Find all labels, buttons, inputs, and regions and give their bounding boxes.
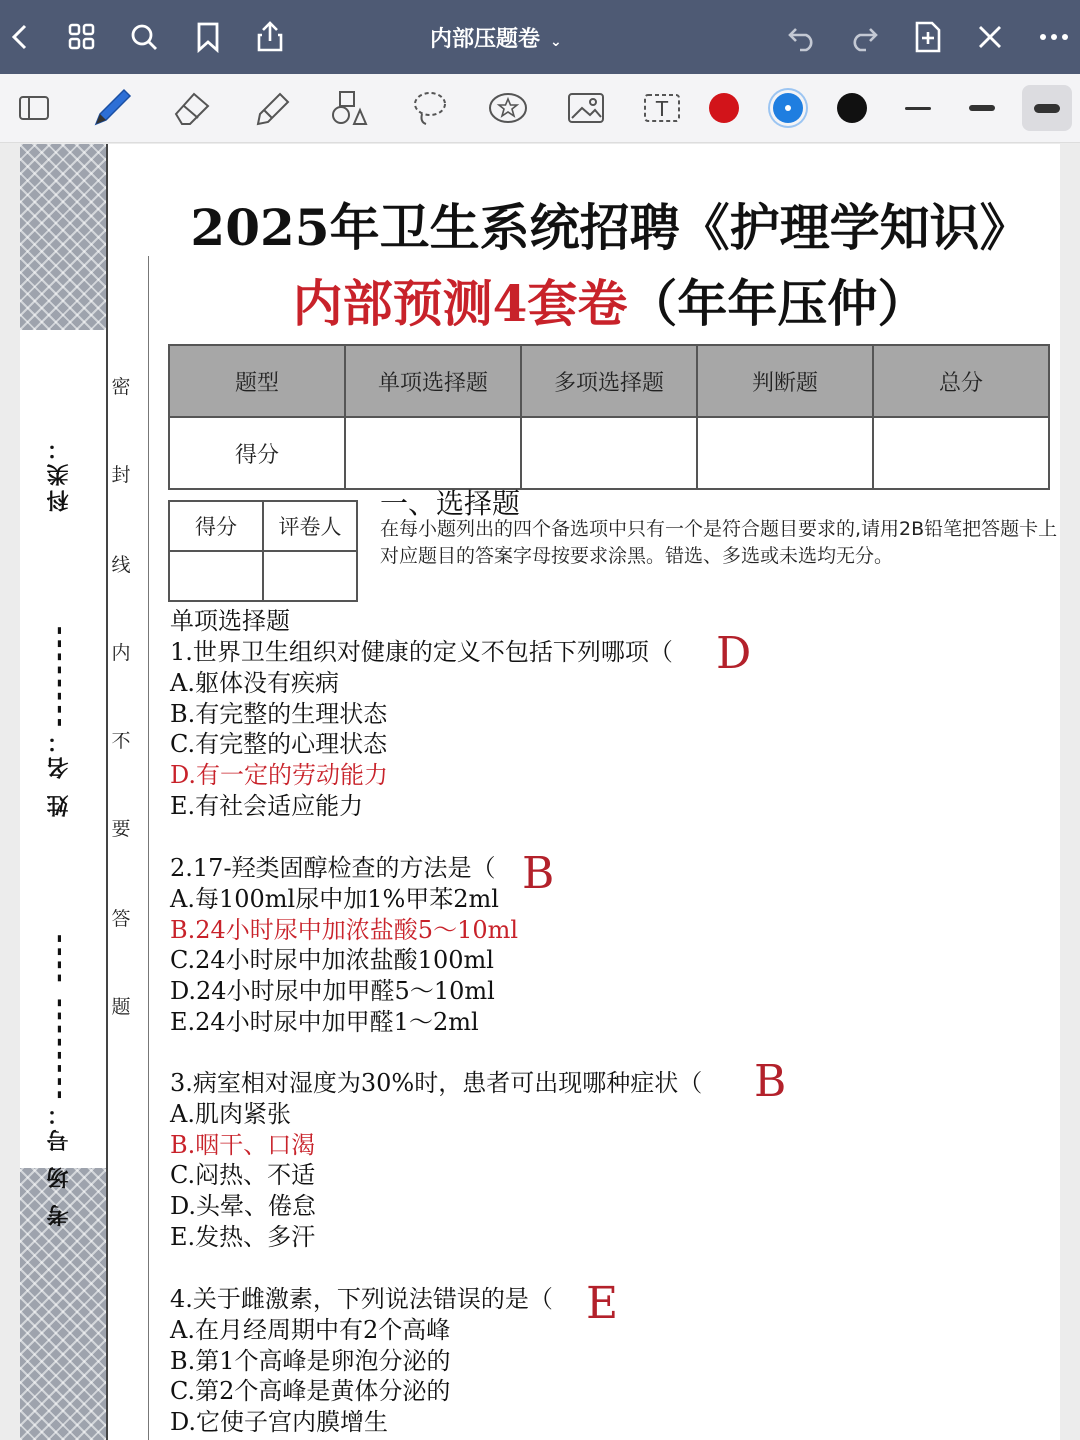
- option: B.有完整的生理状态: [170, 699, 388, 728]
- grader-header: 得分: [169, 501, 263, 551]
- color-blue-swatch[interactable]: [766, 88, 810, 128]
- handwritten-answer: D: [716, 628, 752, 679]
- section-description: 在每小题列出的四个备选项中只有一个是符合题目要求的,请用2B铅笔把答题卡上对应题目的答案字母按要求涂黑。错选、多选或未选均无分。: [380, 518, 1058, 567]
- option-correct: D.有一定的劳动能力: [170, 761, 389, 790]
- color-black-dot: [837, 93, 867, 123]
- option: C.闷热、不适: [170, 1161, 316, 1190]
- option: A.在月经周期中有2个高峰: [170, 1315, 451, 1344]
- color-blue-dot: [773, 93, 803, 123]
- question-3: [170, 1068, 702, 1253]
- page-subtitle: [160, 264, 1060, 336]
- document-title-text: 内部压题卷: [430, 27, 541, 52]
- chevron-down-icon: ⌄: [550, 34, 562, 50]
- search-icon[interactable]: [126, 19, 162, 55]
- score-header: 多项选择题: [521, 345, 697, 417]
- stroke-medium[interactable]: [960, 88, 1004, 128]
- stroke-thin-line: [905, 107, 931, 110]
- score-row-label: 得分: [169, 417, 345, 489]
- score-cell: [697, 417, 873, 489]
- score-header: 判断题: [697, 345, 873, 417]
- seal-char: 密: [111, 376, 131, 398]
- grader-header: 评卷人: [263, 501, 357, 551]
- score-table: [168, 344, 1050, 490]
- drawing-toolbar: [0, 74, 1080, 143]
- bookmark-icon[interactable]: [190, 19, 226, 55]
- seal-char: 封: [111, 464, 131, 486]
- close-icon[interactable]: [972, 19, 1008, 55]
- subsection-text: 单项选择题: [170, 607, 290, 635]
- handwritten-answer: B: [754, 1056, 787, 1107]
- color-red-dot: [709, 93, 739, 123]
- option: E.24小时尿中加甲醛1～2ml: [170, 1007, 479, 1036]
- eraser-icon[interactable]: [170, 88, 214, 128]
- question-4: [170, 1284, 553, 1438]
- top-app-bar: [0, 0, 1080, 74]
- sticker-icon[interactable]: [486, 88, 530, 128]
- exam-room-label: 考 场 号：-------- ----: [47, 930, 72, 1227]
- stroke-thin[interactable]: [896, 88, 940, 128]
- page-title: 2025年卫生系统招聘《护理学知识》: [190, 198, 1030, 257]
- color-black-swatch[interactable]: [830, 88, 874, 128]
- stroke-thick[interactable]: [1022, 85, 1072, 131]
- document-title[interactable]: [430, 22, 650, 53]
- exam-paper-page[interactable]: [20, 144, 1060, 1440]
- question-stem: 4.关于雌激素，下列说法错误的是（: [170, 1285, 553, 1313]
- pen-icon[interactable]: [90, 88, 134, 128]
- question-1: [170, 637, 673, 822]
- option: C.第2个高峰是黄体分泌的: [170, 1377, 451, 1406]
- option: C.有完整的心理状态: [170, 730, 388, 759]
- text-icon[interactable]: [640, 88, 684, 128]
- score-cell: [873, 417, 1049, 489]
- share-icon[interactable]: [252, 19, 288, 55]
- option-correct: B.咽干、口渴: [170, 1130, 316, 1159]
- handwritten-answer: B: [522, 848, 555, 899]
- back-icon[interactable]: [2, 19, 38, 55]
- handwritten-answer: E: [586, 1278, 619, 1329]
- more-icon[interactable]: [1036, 19, 1072, 55]
- binding-line: [106, 144, 108, 1440]
- add-page-icon[interactable]: [910, 19, 946, 55]
- lasso-icon[interactable]: [408, 88, 452, 128]
- score-header: 总分: [873, 345, 1049, 417]
- seal-char: 内: [111, 642, 131, 664]
- svg-text:T: T: [655, 97, 669, 121]
- grader-cell: [169, 551, 263, 601]
- subtitle-black: （年年压仲）: [627, 274, 928, 333]
- option: D.24小时尿中加甲醛5～10ml: [170, 977, 495, 1006]
- option: A.肌肉紧张: [170, 1099, 291, 1128]
- grid-icon[interactable]: [64, 19, 100, 55]
- image-icon[interactable]: [564, 88, 608, 128]
- subtitle-red: 内部预测4套卷: [292, 274, 628, 333]
- option: D.它使子宫内膜增生: [170, 1408, 389, 1437]
- seal-char: 线: [111, 554, 131, 576]
- subject-label: 科类：: [47, 434, 72, 512]
- question-stem: 2.17-羟类固醇检查的方法是（: [170, 854, 496, 882]
- question-stem: 1.世界卫生组织对健康的定义不包括下列哪项（: [170, 638, 673, 666]
- seal-char: 要: [111, 818, 131, 840]
- highlighter-icon[interactable]: [250, 88, 294, 128]
- seal-char: 题: [111, 996, 131, 1018]
- option: D.头晕、倦怠: [170, 1192, 317, 1221]
- sidebar-icon[interactable]: [12, 88, 56, 128]
- score-cell: [521, 417, 697, 489]
- question-stem: 3.病室相对湿度为30%时，患者可出现哪种症状（: [170, 1069, 703, 1097]
- grader-table: [168, 500, 358, 602]
- option-correct: B.24小时尿中加浓盐酸5～10ml: [170, 915, 519, 944]
- color-red-swatch[interactable]: [702, 88, 746, 128]
- shapes-icon[interactable]: [328, 88, 372, 128]
- stroke-thick-line: [1034, 104, 1060, 113]
- option: A.躯体没有疾病: [170, 668, 339, 697]
- name-label: 姓 名：--------: [47, 622, 72, 817]
- grader-cell: [263, 551, 357, 601]
- section-heading: 一、选择题: [380, 487, 521, 520]
- option: C.24小时尿中加浓盐酸100ml: [170, 946, 494, 975]
- seal-char: 答: [111, 908, 131, 930]
- binding-pattern-top: [20, 144, 106, 330]
- option: B.第1个高峰是卵泡分泌的: [170, 1346, 451, 1375]
- question-2: [170, 853, 518, 1038]
- score-cell: [345, 417, 521, 489]
- option: A.每100ml尿中加1%甲苯2ml: [170, 884, 499, 913]
- margin-line: [148, 256, 149, 1440]
- undo-icon[interactable]: [784, 19, 820, 55]
- stroke-medium-line: [969, 105, 995, 111]
- redo-icon[interactable]: [846, 19, 882, 55]
- option: E.发热、多汗: [170, 1222, 316, 1251]
- score-header: 单项选择题: [345, 345, 521, 417]
- seal-char: 不: [111, 730, 131, 752]
- subsection-title: [170, 606, 290, 637]
- score-header: 题型: [169, 345, 345, 417]
- option: E.有社会适应能力: [170, 791, 364, 820]
